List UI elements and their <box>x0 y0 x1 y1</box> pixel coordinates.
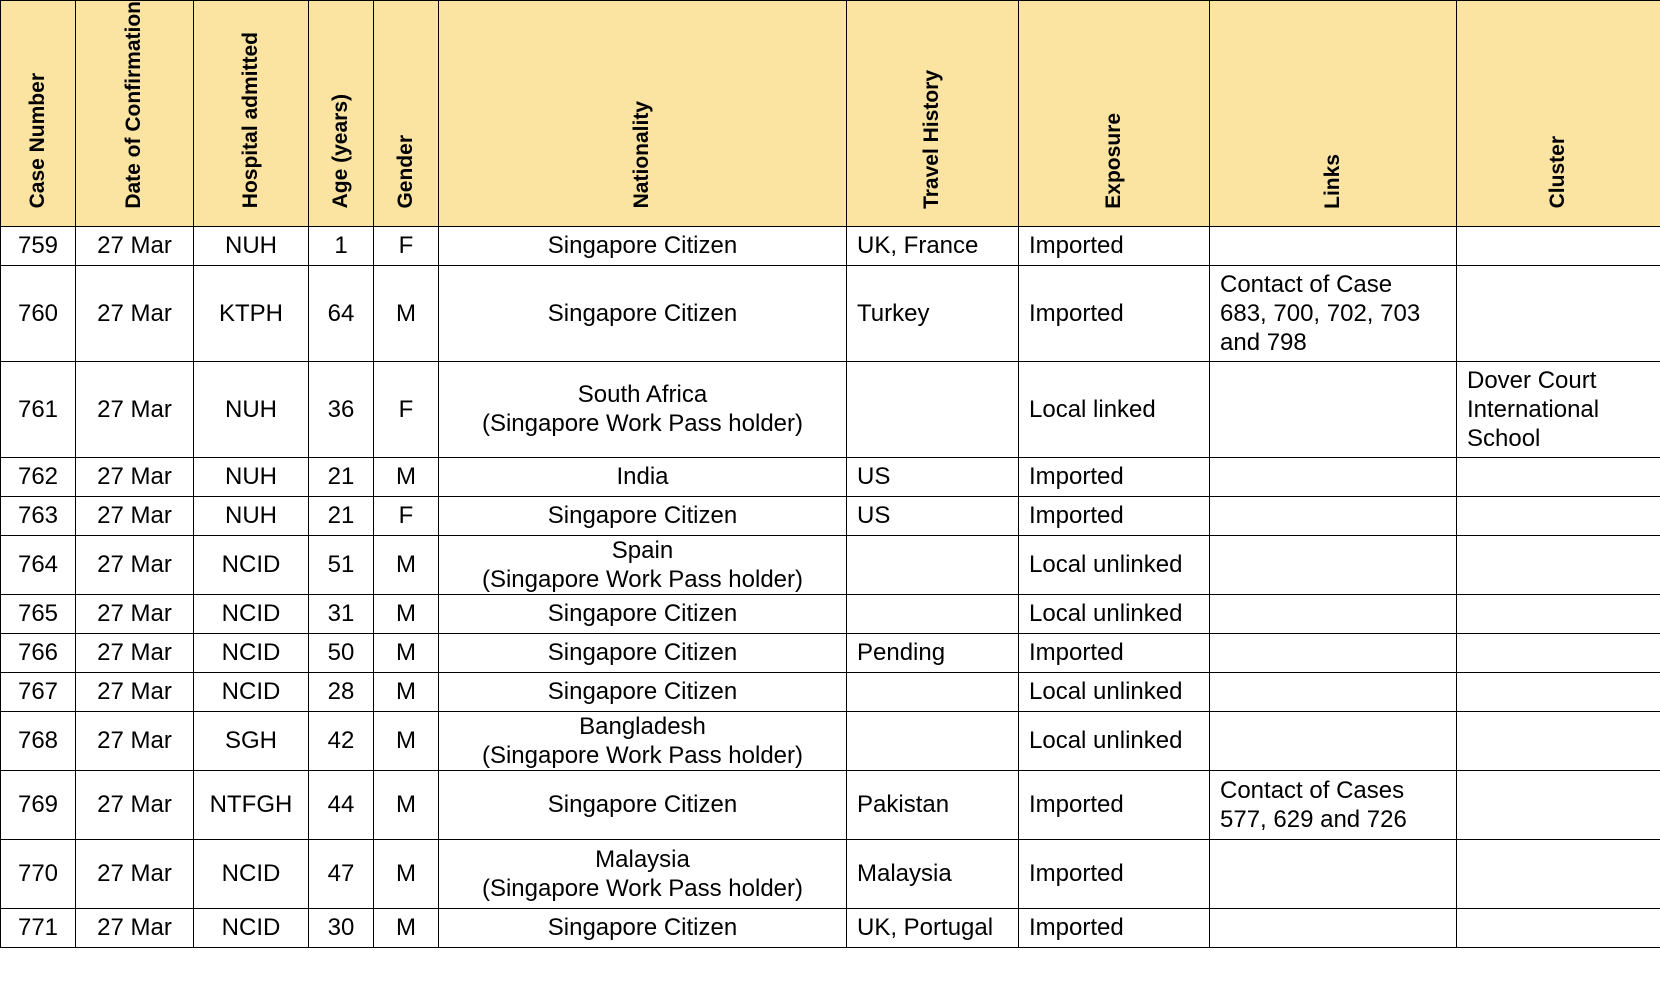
cell-travel: UK, Portugal <box>847 908 1019 947</box>
cell-cluster <box>1457 496 1660 535</box>
cell-gender: M <box>374 633 439 672</box>
cell-exposure: Imported <box>1019 908 1210 947</box>
header-nationality <box>439 1 847 227</box>
cell-travel: UK, France <box>847 226 1019 265</box>
cell-links <box>1210 839 1457 908</box>
cell-case: 765 <box>1 594 76 633</box>
cell-age: 51 <box>309 535 374 594</box>
header-nationality-label: Nationality <box>630 101 654 209</box>
header-case-number-label: Case Number <box>25 73 49 209</box>
cell-cluster <box>1457 770 1660 839</box>
cell-date: 27 Mar <box>76 535 194 594</box>
cell-case: 761 <box>1 361 76 457</box>
cell-exposure: Imported <box>1019 226 1210 265</box>
cell-hospital: NCID <box>194 908 309 947</box>
cell-gender: M <box>374 457 439 496</box>
cell-links: Contact of Case 683, 700, 702, 703 and 798 <box>1210 265 1457 361</box>
cell-date: 27 Mar <box>76 361 194 457</box>
cell-gender: F <box>374 226 439 265</box>
cell-cluster <box>1457 672 1660 711</box>
header-cluster-label: Cluster <box>1546 136 1570 209</box>
cell-age: 44 <box>309 770 374 839</box>
cell-travel: Malaysia <box>847 839 1019 908</box>
cell-nationality: Singapore Citizen <box>439 672 847 711</box>
cell-date: 27 Mar <box>76 226 194 265</box>
table-row <box>1 265 1660 361</box>
header-case-number <box>1 1 76 227</box>
cell-date: 27 Mar <box>76 839 194 908</box>
header-gender-label: Gender <box>393 135 417 209</box>
cell-cluster <box>1457 265 1660 361</box>
cell-age: 42 <box>309 711 374 770</box>
cell-gender: M <box>374 711 439 770</box>
cell-gender: M <box>374 594 439 633</box>
cell-hospital: SGH <box>194 711 309 770</box>
cell-case: 768 <box>1 711 76 770</box>
cell-cluster <box>1457 535 1660 594</box>
cell-nationality: South Africa (Singapore Work Pass holder) <box>439 361 847 457</box>
cell-date: 27 Mar <box>76 594 194 633</box>
header-date-label: Date of Confirmation <box>122 1 146 209</box>
cell-cluster <box>1457 594 1660 633</box>
cell-case: 763 <box>1 496 76 535</box>
cell-gender: F <box>374 361 439 457</box>
header-travel-history-label: Travel History <box>920 69 944 209</box>
header-exposure <box>1019 1 1210 227</box>
cell-hospital: NUH <box>194 361 309 457</box>
cell-links <box>1210 594 1457 633</box>
cell-links <box>1210 711 1457 770</box>
cell-cluster <box>1457 226 1660 265</box>
cell-date: 27 Mar <box>76 265 194 361</box>
cell-hospital: NUH <box>194 457 309 496</box>
header-age <box>309 1 374 227</box>
cell-nationality: Singapore Citizen <box>439 226 847 265</box>
cell-links <box>1210 496 1457 535</box>
table-row <box>1 496 1660 535</box>
cell-exposure: Imported <box>1019 265 1210 361</box>
cell-age: 1 <box>309 226 374 265</box>
cell-age: 30 <box>309 908 374 947</box>
header-hospital-label: Hospital admitted <box>238 32 262 209</box>
cell-links <box>1210 633 1457 672</box>
cell-date: 27 Mar <box>76 633 194 672</box>
cell-travel: US <box>847 496 1019 535</box>
cell-travel: US <box>847 457 1019 496</box>
cell-nationality: Singapore Citizen <box>439 265 847 361</box>
cell-exposure: Imported <box>1019 496 1210 535</box>
header-age-label: Age (years) <box>328 94 352 209</box>
cell-links <box>1210 672 1457 711</box>
cell-hospital: NUH <box>194 496 309 535</box>
cell-exposure: Imported <box>1019 839 1210 908</box>
cell-gender: M <box>374 265 439 361</box>
cell-exposure: Local unlinked <box>1019 535 1210 594</box>
header-gender <box>374 1 439 227</box>
cell-hospital: NCID <box>194 672 309 711</box>
table-row <box>1 633 1660 672</box>
table-row <box>1 226 1660 265</box>
table-row <box>1 770 1660 839</box>
table-row <box>1 535 1660 594</box>
cell-case: 762 <box>1 457 76 496</box>
table-row <box>1 672 1660 711</box>
table-row <box>1 361 1660 457</box>
cell-cluster <box>1457 711 1660 770</box>
table-row <box>1 457 1660 496</box>
cell-gender: M <box>374 535 439 594</box>
cell-date: 27 Mar <box>76 770 194 839</box>
cell-travel: Turkey <box>847 265 1019 361</box>
cell-age: 31 <box>309 594 374 633</box>
cell-date: 27 Mar <box>76 908 194 947</box>
cell-date: 27 Mar <box>76 496 194 535</box>
table-row <box>1 594 1660 633</box>
cell-nationality: Singapore Citizen <box>439 633 847 672</box>
cell-hospital: NCID <box>194 594 309 633</box>
cell-links <box>1210 361 1457 457</box>
cell-exposure: Imported <box>1019 457 1210 496</box>
cell-case: 769 <box>1 770 76 839</box>
cell-links <box>1210 535 1457 594</box>
cell-age: 21 <box>309 496 374 535</box>
cell-age: 36 <box>309 361 374 457</box>
cell-links <box>1210 457 1457 496</box>
cell-exposure: Local unlinked <box>1019 672 1210 711</box>
cell-date: 27 Mar <box>76 457 194 496</box>
cell-case: 764 <box>1 535 76 594</box>
cell-age: 64 <box>309 265 374 361</box>
header-hospital <box>194 1 309 227</box>
cell-travel <box>847 672 1019 711</box>
cell-nationality: Spain (Singapore Work Pass holder) <box>439 535 847 594</box>
cell-gender: M <box>374 770 439 839</box>
header-cluster <box>1457 1 1660 227</box>
cell-case: 771 <box>1 908 76 947</box>
cell-case: 767 <box>1 672 76 711</box>
header-links-label: Links <box>1320 153 1344 209</box>
cell-nationality: Singapore Citizen <box>439 496 847 535</box>
cell-hospital: NCID <box>194 535 309 594</box>
cell-nationality: Singapore Citizen <box>439 594 847 633</box>
cell-case: 766 <box>1 633 76 672</box>
cell-links <box>1210 908 1457 947</box>
cell-hospital: NCID <box>194 633 309 672</box>
cell-travel <box>847 594 1019 633</box>
cell-exposure: Imported <box>1019 633 1210 672</box>
cell-gender: M <box>374 672 439 711</box>
cell-links: Contact of Cases 577, 629 and 726 <box>1210 770 1457 839</box>
header-exposure-label: Exposure <box>1101 112 1125 209</box>
cell-nationality: Bangladesh (Singapore Work Pass holder) <box>439 711 847 770</box>
cell-date: 27 Mar <box>76 672 194 711</box>
cell-cluster <box>1457 839 1660 908</box>
cell-hospital: NCID <box>194 839 309 908</box>
cell-cluster <box>1457 908 1660 947</box>
cell-age: 21 <box>309 457 374 496</box>
cell-cluster <box>1457 457 1660 496</box>
cell-case: 770 <box>1 839 76 908</box>
cell-case: 759 <box>1 226 76 265</box>
cell-exposure: Local unlinked <box>1019 711 1210 770</box>
cell-age: 28 <box>309 672 374 711</box>
table-body <box>1 226 1660 947</box>
cell-nationality: Singapore Citizen <box>439 770 847 839</box>
cell-travel <box>847 711 1019 770</box>
cell-hospital: NUH <box>194 226 309 265</box>
cell-nationality: India <box>439 457 847 496</box>
cell-gender: M <box>374 908 439 947</box>
cell-links <box>1210 226 1457 265</box>
table-row <box>1 839 1660 908</box>
header-travel-history <box>847 1 1019 227</box>
cell-nationality: Singapore Citizen <box>439 908 847 947</box>
cell-cluster: Dover Court International School <box>1457 361 1660 457</box>
cell-gender: F <box>374 496 439 535</box>
cell-date: 27 Mar <box>76 711 194 770</box>
table-row <box>1 711 1660 770</box>
cell-case: 760 <box>1 265 76 361</box>
cell-nationality: Malaysia (Singapore Work Pass holder) <box>439 839 847 908</box>
header-date <box>76 1 194 227</box>
cell-hospital: NTFGH <box>194 770 309 839</box>
table-row <box>1 908 1660 947</box>
cell-travel: Pending <box>847 633 1019 672</box>
cell-hospital: KTPH <box>194 265 309 361</box>
cell-exposure: Imported <box>1019 770 1210 839</box>
cell-exposure: Local unlinked <box>1019 594 1210 633</box>
cell-travel <box>847 535 1019 594</box>
cell-age: 50 <box>309 633 374 672</box>
cell-gender: M <box>374 839 439 908</box>
cell-exposure: Local linked <box>1019 361 1210 457</box>
cell-travel <box>847 361 1019 457</box>
cell-cluster <box>1457 633 1660 672</box>
cell-travel: Pakistan <box>847 770 1019 839</box>
cell-age: 47 <box>309 839 374 908</box>
header-row <box>1 1 1660 227</box>
header-links <box>1210 1 1457 227</box>
